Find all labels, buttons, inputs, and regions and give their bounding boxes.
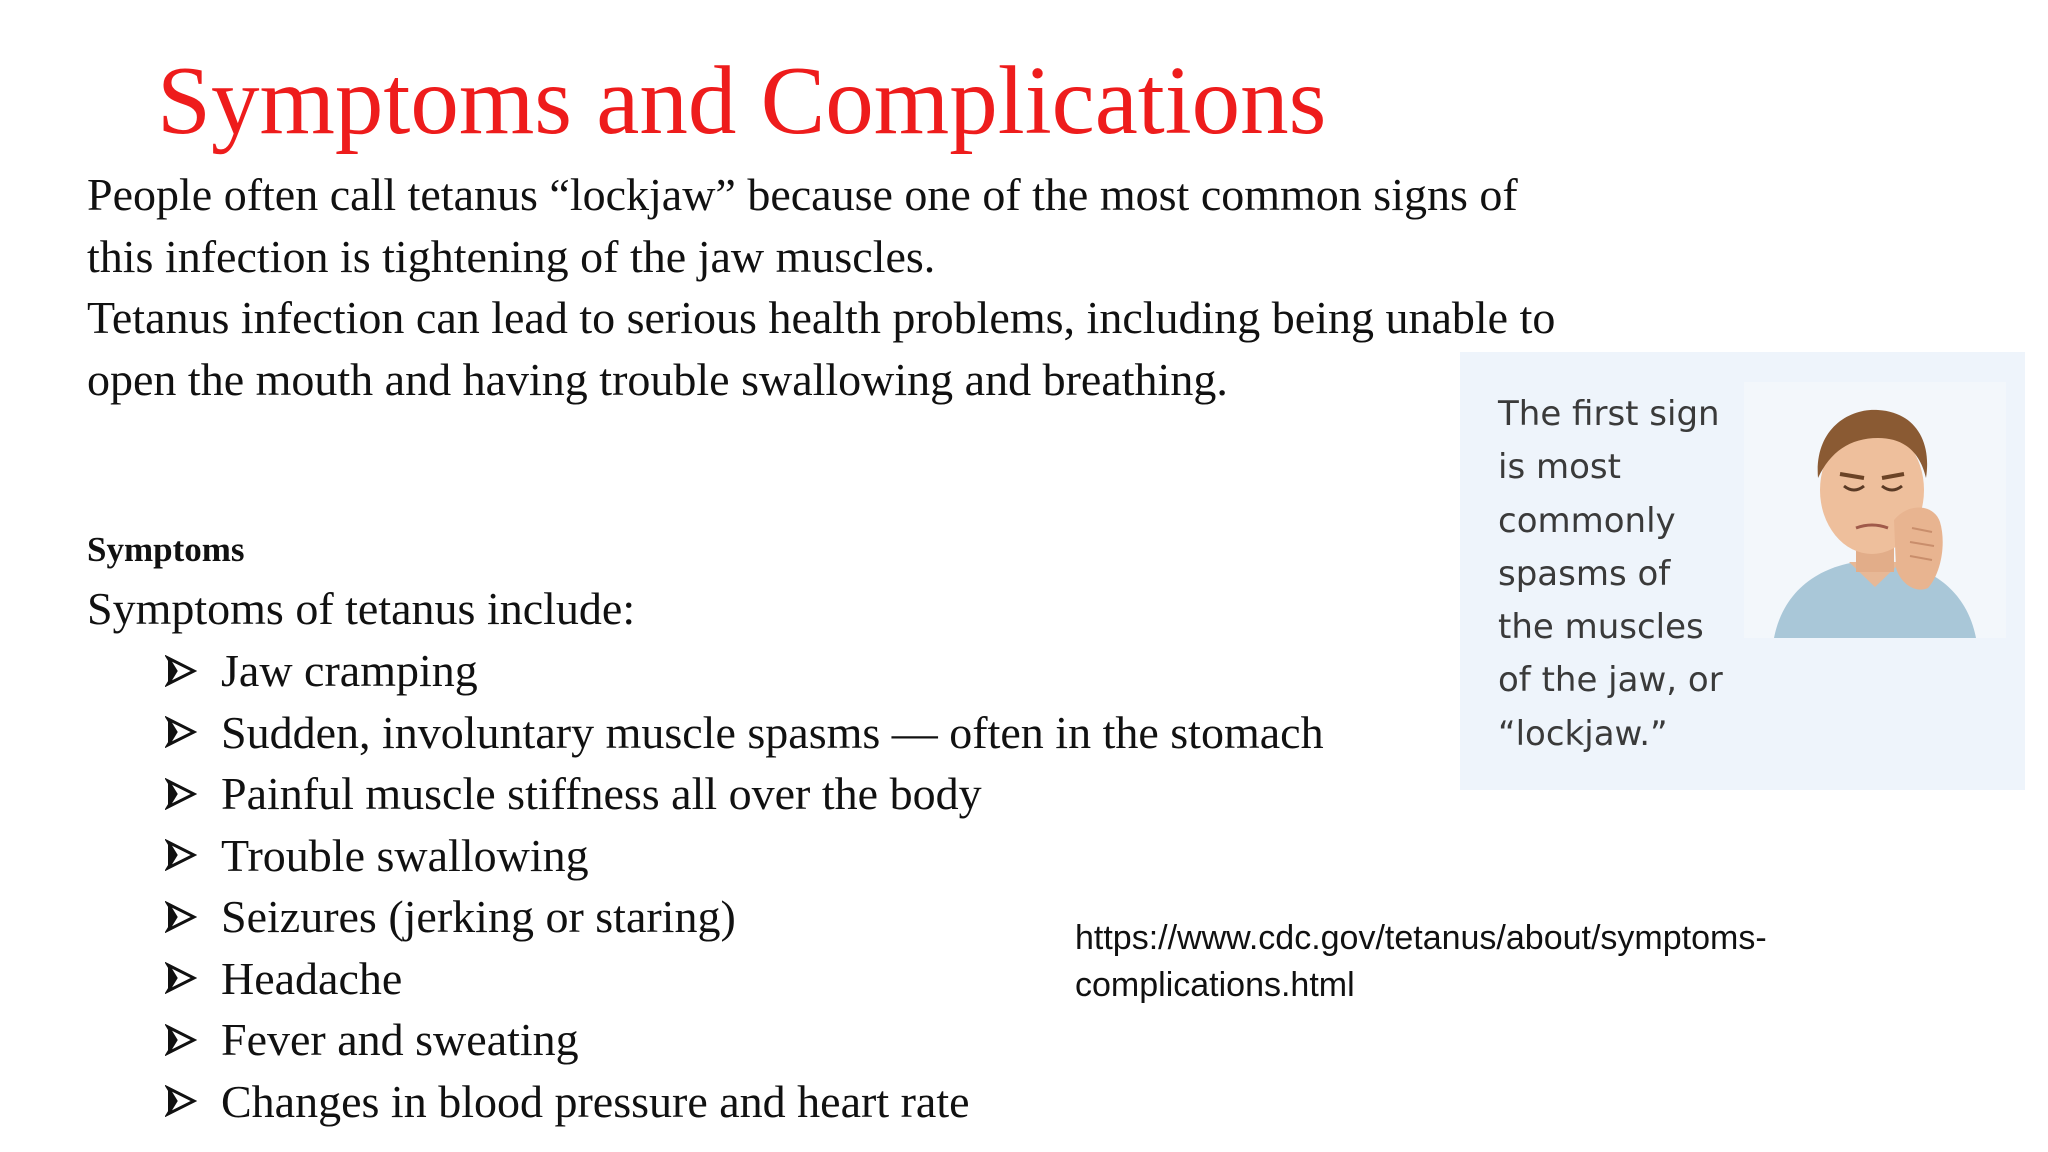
lockjaw-callout [1460, 352, 2025, 790]
intro-text [87, 164, 1567, 410]
arrow-bullet-icon [165, 839, 197, 871]
list-item [165, 763, 1324, 825]
arrow-bullet-icon [165, 655, 197, 687]
man-holding-jaw-photo [1744, 382, 2006, 638]
source-url[interactable] [1075, 915, 1875, 1009]
arrow-bullet-icon [165, 1085, 197, 1117]
list-item-label: Seizures (jerking or staring) [221, 891, 736, 942]
list-item [165, 702, 1324, 764]
arrow-bullet-icon [165, 901, 197, 933]
list-item [165, 640, 1324, 702]
list-item-label: Headache [221, 952, 403, 1004]
list-item-label: Changes in blood pressure and heart rate [221, 1075, 970, 1127]
intro-paragraph-2: Tetanus infection can lead to serious health problems, including being unable to open the mouth and having trouble swallowing and breathing. [87, 292, 1556, 405]
list-item-label: Fever and sweating [221, 1014, 579, 1065]
list-item-label: Sudden, involuntary muscle spasms — often in the stomach [221, 706, 1324, 758]
list-item [165, 1009, 1324, 1071]
arrow-bullet-icon [165, 778, 197, 810]
arrow-bullet-icon [165, 1024, 197, 1056]
symptoms-intro: Symptoms of tetanus include: [87, 583, 636, 634]
callout-text: The first sign is most commonly spasms of the muscles of the jaw, or “lockjaw.” [1498, 394, 1723, 754]
list-item-label: Painful muscle stiffness all over the body [221, 768, 982, 819]
list-item-label: Trouble swallowing [221, 829, 589, 881]
symptoms-list [165, 640, 1324, 1132]
list-item-label: Jaw cramping [221, 645, 478, 696]
list-item [165, 825, 1324, 887]
slide-title: Symptoms and Complications [157, 47, 1327, 154]
intro-paragraph-1: People often call tetanus “lockjaw” because one of the most common signs of this infection is tightening of the jaw muscles. [87, 169, 1518, 282]
source-url-line-2[interactable]: complications.html [1075, 966, 1355, 1004]
arrow-bullet-icon [165, 716, 197, 748]
symptoms-heading: Symptoms [87, 530, 245, 569]
source-url-line-1[interactable]: https://www.cdc.gov/tetanus/about/symptoms- [1075, 919, 1767, 957]
arrow-bullet-icon [165, 962, 197, 994]
list-item [165, 1071, 1324, 1133]
